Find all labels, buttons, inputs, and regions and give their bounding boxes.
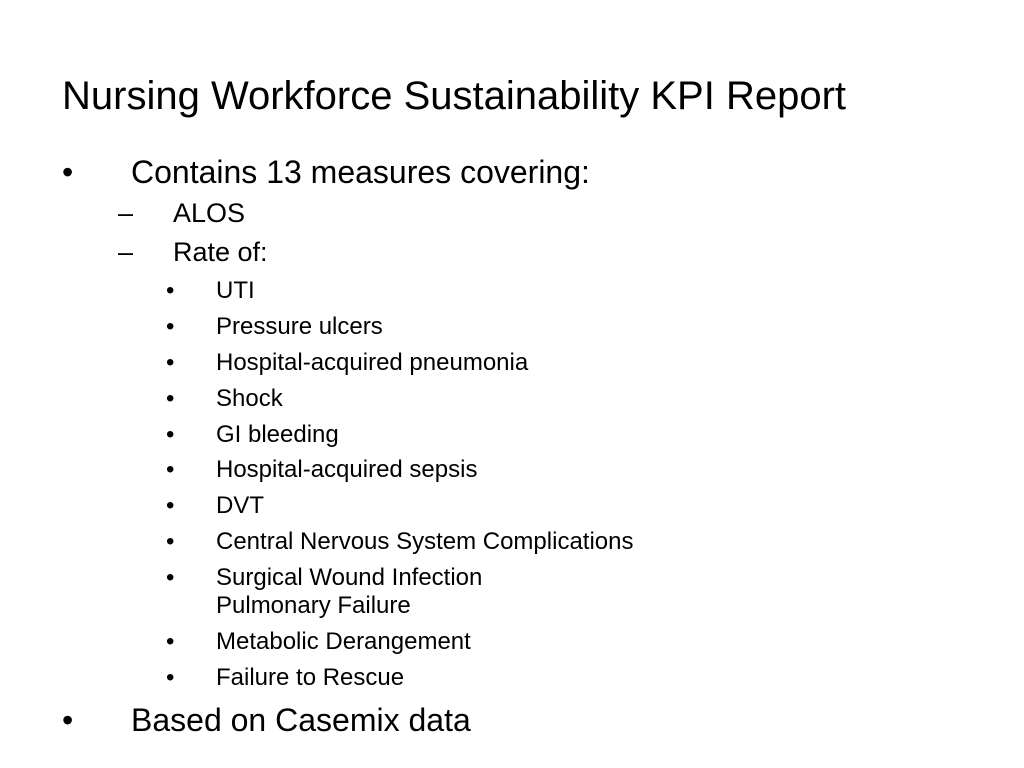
- measure-text: Shock: [216, 385, 283, 412]
- bullet-marker: •: [166, 528, 175, 555]
- bullet-marker: •: [166, 313, 175, 340]
- dash-marker: –: [118, 198, 134, 228]
- bullet-text: Contains 13 measures covering:: [131, 154, 590, 190]
- measure-text: GI bleeding: [216, 421, 339, 448]
- bullet-marker: •: [166, 456, 175, 483]
- bullet-marker: •: [62, 154, 74, 190]
- measure-text: Metabolic Derangement: [216, 628, 471, 655]
- measure-text: Pulmonary Failure: [216, 592, 411, 619]
- slide-title: Nursing Workforce Sustainability KPI Report: [62, 74, 847, 118]
- sub-item-text: ALOS: [173, 198, 246, 228]
- bullet-marker: •: [166, 277, 175, 304]
- bullet-marker: •: [166, 492, 175, 519]
- bullet-text: Based on Casemix data: [131, 702, 471, 738]
- bullet-marker: •: [166, 349, 175, 376]
- measure-text: Hospital-acquired pneumonia: [216, 349, 529, 376]
- bullet-marker: •: [166, 628, 175, 655]
- measure-text: Pressure ulcers: [216, 313, 383, 340]
- measure-text: Surgical Wound Infection: [216, 564, 483, 591]
- bullet-marker: •: [166, 421, 175, 448]
- measure-text: DVT: [216, 492, 264, 519]
- measure-text: UTI: [216, 277, 255, 304]
- bullet-marker: •: [166, 564, 175, 591]
- measure-text: Central Nervous System Complications: [216, 528, 634, 555]
- bullet-marker: •: [62, 702, 74, 738]
- measure-text: Failure to Rescue: [216, 664, 405, 691]
- bullet-marker: •: [166, 664, 175, 691]
- dash-marker: –: [118, 237, 134, 267]
- sub-item-text: Rate of:: [173, 237, 268, 267]
- bullet-marker: •: [166, 385, 175, 412]
- measure-text: Hospital-acquired sepsis: [216, 456, 478, 483]
